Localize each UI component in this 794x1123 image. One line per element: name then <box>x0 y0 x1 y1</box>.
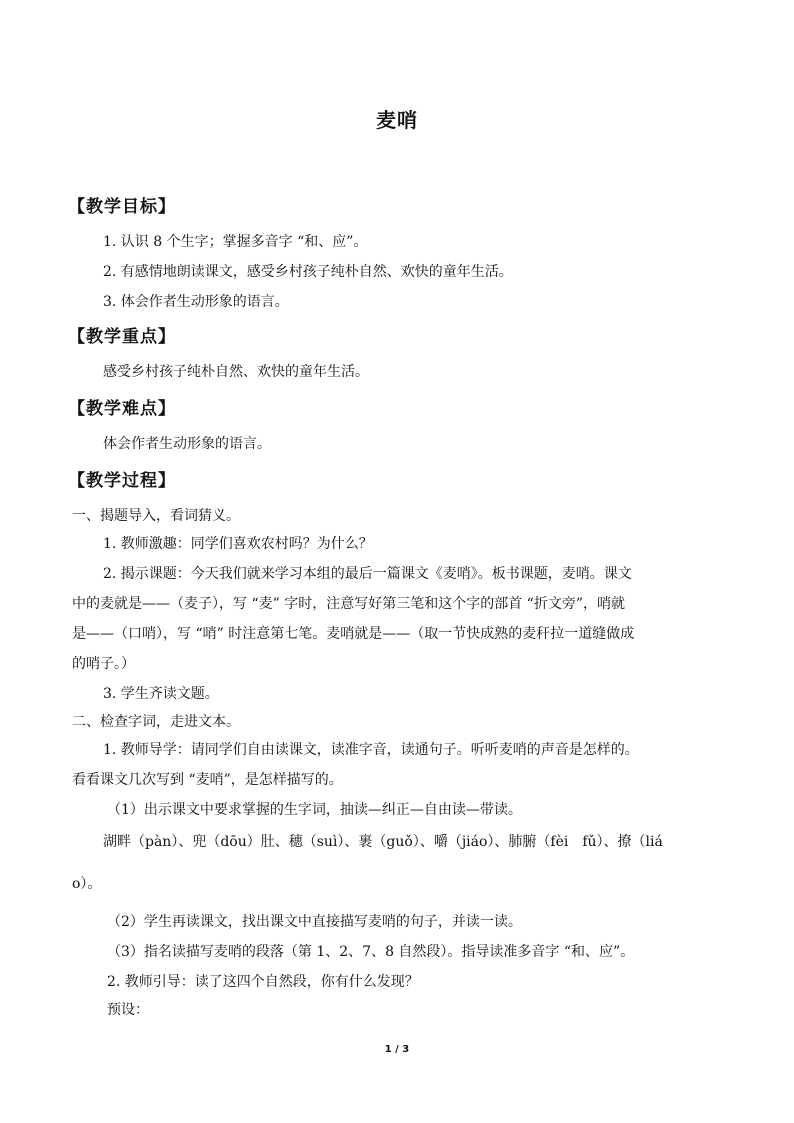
process-line: 看看课文几次写到 “麦哨”，是怎样描写的。 <box>72 772 343 788</box>
goal-item-3: 3. 体会作者生动形象的语言。 <box>103 294 289 310</box>
section-heading-process: 【教学过程】 <box>68 471 176 491</box>
process-line: o）。 <box>72 876 102 892</box>
process-line: （2）学生再读课文，找出课文中直接描写麦哨的句子，并读一读。 <box>107 914 522 930</box>
page-number: 1 / 3 <box>384 1044 410 1055</box>
process-line: （1）出示课文中要求掌握的生字词，抽读—纠正—自由读—带读。 <box>107 802 522 818</box>
process-line: 湖畔（pàn）、兜（dōu）肚、穗（suì）、裹（guǒ）、嚼（jiáo）、肺腑（fèi fǔ）、撩（liá <box>103 834 663 850</box>
process-line: 1. 教师导学：请同学们自由读课文，读准字音，读通句子。听听麦哨的声音是怎样的。 <box>103 742 639 758</box>
section-heading-goals: 【教学目标】 <box>68 197 176 217</box>
section-heading-key-points: 【教学重点】 <box>68 327 176 347</box>
process-line: 二、检查字词，走进文本。 <box>72 714 240 730</box>
process-line: 预设： <box>107 1002 149 1018</box>
process-line: 中的麦就是——（麦子），写 “麦” 字时，注意写好第三笔和这个字的部首 “折文旁”，哨就 <box>72 596 625 612</box>
goal-item-2: 2. 有感情地朗读课文，感受乡村孩子纯朴自然、欢快的童年生活。 <box>103 264 513 280</box>
goal-item-1: 1. 认识 8 个生字；掌握多音字 “和、应”。 <box>103 234 368 250</box>
process-line: 一、揭题导入，看词猜义。 <box>72 508 240 524</box>
section-heading-difficulties: 【教学难点】 <box>68 399 176 419</box>
document-title: 麦哨 <box>376 108 418 132</box>
process-line: （3）指名读描写麦哨的段落（第 1、2、7、8 自然段）。指导读准多音字 “和、应”。 <box>107 944 635 960</box>
process-line: 是——（口哨），写 “哨” 时注意第七笔。麦哨就是——（取一节快成熟的麦秆拉一道缝做成 <box>72 626 635 642</box>
process-line: 1. 教师激趣：同学们喜欢农村吗？为什么？ <box>103 536 373 552</box>
process-line: 3. 学生齐读文题。 <box>103 686 219 702</box>
process-line: 的哨子。） <box>72 656 135 672</box>
process-line: 2. 教师引导：读了这四个自然段，你有什么发现？ <box>107 974 419 990</box>
difficulties-text: 体会作者生动形象的语言。 <box>103 436 271 452</box>
process-line: 2. 揭示课题：今天我们就来学习本组的最后一篇课文《麦哨》。板书课题，麦哨。课文 <box>103 566 632 582</box>
key-points-text: 感受乡村孩子纯朴自然、欢快的童年生活。 <box>103 364 369 380</box>
